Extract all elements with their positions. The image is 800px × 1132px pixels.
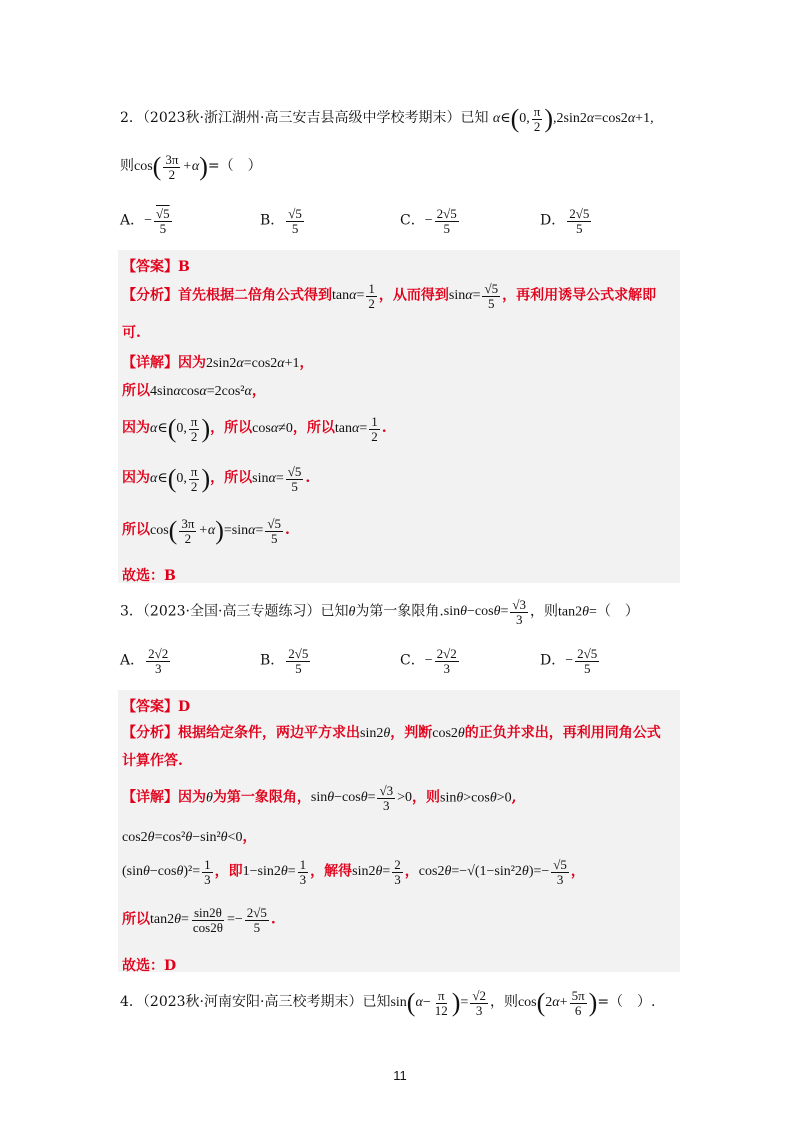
q2-option-d[interactable]: D． $\frac{2√5}{5}$ (540, 206, 590, 236)
q2-detail-3: 因为α∈(0, $\frac{\pi}{2}$ )，所以cosα≠0，所以tanα= $\frac{1}{2}$ . (122, 413, 387, 444)
q2-option-a[interactable]: A．− $\frac{√5}{5}$ (120, 206, 170, 236)
q3-stem: 3．（2023·全国·高三专题练习）已知θ为第一象限角.sinθ−cosθ= $\frac{√3}{3}$ ，则tan2θ=（ ） (120, 597, 639, 627)
q3-detail-4: 所以tan2θ= $\frac{\sin 2\theta}{\cos 2\theta}$ =− $\frac{2√5}{5}$ . (122, 905, 276, 935)
q2-expression: cos( $\frac{3\pi}{2}$ +α) (134, 151, 208, 182)
q3-option-a[interactable]: A． $\frac{2√2}{3}$ (120, 646, 169, 676)
q3-analysis: 【分析】根据给定条件，两边平方求出sin2θ，判断cos2θ的正负并求出，再利用同角公式 (122, 725, 661, 741)
q2-detail-1: 【详解】因为2sin2α=cos2α+1， (122, 355, 314, 371)
q3-option-b[interactable]: B． $\frac{2√5}{5}$ (260, 646, 309, 676)
q2-answer: 【答案】B (122, 259, 190, 275)
q2-condition: α∈(0, $\frac{\pi}{2}$ ),2sin2α=cos2α+1, (492, 103, 654, 134)
q2-source: （2023秋·浙江湖州·高三安吉县高级中学校考期末） (142, 110, 461, 127)
q3-number: 3． (120, 603, 143, 620)
q4-source: （2023秋·河南安阳·高三校考期末） (142, 994, 363, 1011)
q4-stem: 4．（2023秋·河南安阳·高三校考期末）已知sin(α− $\frac{\pi}{12}$ )= $\frac{√2}{3}$ ，则cos(2α+ $\frac{5\pi}{6}$ )=（ ）. (120, 987, 656, 1018)
q2-choose: 故选：B (122, 568, 176, 584)
q2-analysis-cont: 可. (122, 325, 141, 341)
q2-analysis: 【分析】首先根据二倍角公式得到tanα= $\frac{1}{2}$ ，从而得到sinα= $\frac{√5}{5}$ ，再利用诱导公式求解即 (122, 281, 657, 311)
q3-choose: 故选：D (122, 958, 177, 974)
q2-number: 2． (120, 110, 143, 127)
q3-analysis-cont: 计算作答. (122, 753, 183, 769)
q3-option-d[interactable]: D．− $\frac{2√5}{5}$ (540, 646, 598, 676)
q3-detail-1: 【详解】因为θ为第一象限角，sinθ−cosθ= $\frac{√3}{3}$ >0，则sinθ>cosθ>0, (122, 783, 517, 813)
q4-number: 4． (120, 994, 143, 1011)
q3-answer: 【答案】D (122, 699, 191, 715)
q3-detail-3: (sinθ−cosθ)²= $\frac{1}{3}$ ，即1−sin2θ= $\frac{1}{3}$ ，解得sin2θ= $\frac{2}{3}$ ，cos2θ=−√(1−sin²2θ)=− $\frac{√5}{3}$ ， (122, 857, 585, 887)
q2-detail-2: 所以4sinαcosα=2cos²α， (122, 383, 266, 399)
page-number: 11 (393, 1068, 407, 1083)
q2-stem-line2: 则cos( $\frac{3\pi}{2}$ +α)=（ ） (120, 151, 262, 182)
q3-detail-2: cos2θ=cos²θ−sin²θ<0， (122, 829, 257, 845)
q2-detail-5: 所以cos( $\frac{3\pi}{2}$ +α)=sinα= $\frac{√5}{5}$ . (122, 515, 290, 546)
q2-option-b[interactable]: B． $\frac{√5}{5}$ (260, 206, 302, 236)
q2-option-c[interactable]: C．− $\frac{2√5}{5}$ (400, 206, 457, 236)
q2-stem-line1: 2．（2023秋·浙江湖州·高三安吉县高级中学校考期末）已知 α∈(0, $\frac{\pi}{2}$ ),2sin2α=cos2α+1, (120, 103, 654, 134)
q3-option-c[interactable]: C．− $\frac{2√2}{3}$ (400, 646, 457, 676)
q3-source: （2023·全国·高三专题练习） (142, 603, 321, 620)
q2-detail-4: 因为α∈(0, $\frac{\pi}{2}$ )，所以sinα= $\frac{√5}{5}$ . (122, 463, 311, 494)
